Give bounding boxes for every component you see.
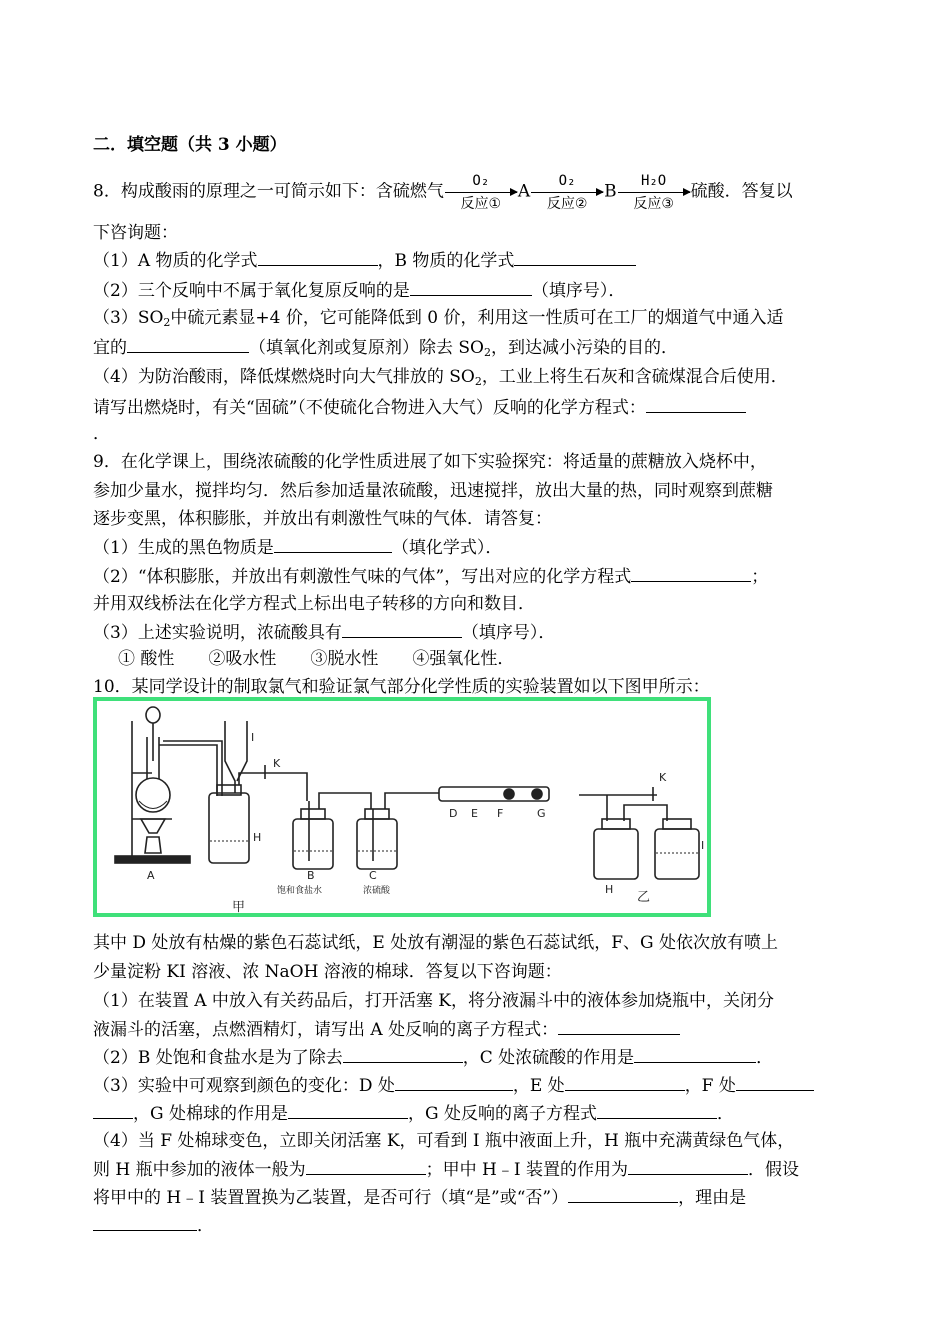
label-k-2: K [659,771,667,784]
bottle-b-stopper [301,809,325,819]
q8-part3-text-b: 中硫元素显+4 价，它可能降低到 0 价，利用这一性质可在工厂的烟道气中通入适 [170,308,784,328]
q10-part4-text-e: 将甲中的 H﹣I 装置置换为乙装置，是否可行（填“是”或“否”） [93,1188,569,1208]
q10-part4-text-b: 则 H 瓶中参加的液体一般为 [93,1160,306,1180]
label-k: K [273,757,281,770]
q9-part3-text: （3）上述实验说明，浓硫酸具有 [93,623,342,643]
label-g: G [537,807,546,820]
q10-part3-text-e: ，G 处反响的离子方程式 [407,1104,597,1124]
q8-part3-text: （3）SO [93,308,164,328]
answer-blank[interactable] [514,249,636,266]
q10-part4-end: ． [197,1216,214,1236]
q9-part2-semicolon: ； [751,567,769,587]
answer-blank[interactable] [343,1046,463,1063]
q10-part2-text: （2）B 处饱和食盐水是为了除去 [93,1048,343,1068]
q9-part3-hint: （填序号）． [461,623,556,643]
round-flask [136,778,170,812]
answer-blank[interactable] [127,336,249,353]
gauze [141,819,165,833]
answer-blank[interactable] [306,1158,426,1175]
delivery-tube [163,741,222,796]
reaction-label-2: 反应② [546,196,588,212]
answer-blank[interactable] [558,1018,680,1035]
connecting-tube [385,793,439,809]
answer-blank[interactable] [736,1074,814,1091]
q9-part2-text: （2）“体积膨胀，并放出有刺激性气味的气体”，写出对应的化学方程式 [93,567,632,587]
section-title: 二．填空题（共 3 小题） [93,135,287,155]
connecting-tube [319,793,371,809]
subscript: 2 [484,346,491,359]
label-d: D [449,807,458,820]
q8-stem-end: 硫酸．答复以 [690,181,793,202]
q8-part2-text: （2）三个反响中不属于氧化复原反响的是 [93,281,410,301]
q9-part2-cont: 并用双线桥法在化学方程式上标出电子转移的方向和数目． [93,594,535,614]
q10-stem: 10．某同学设计的制取氯气和验证氯气部分化学性质的实验装置如以下图甲所示： [93,677,710,697]
delivery-tube [159,745,217,796]
answer-blank[interactable] [395,1074,513,1091]
label-yi: 乙 [637,890,651,905]
q8-part1 [93,249,636,272]
bottle-b [293,819,333,869]
q8-part4-line1 [93,366,788,388]
answer-blank[interactable] [410,279,532,296]
q8-part4-end: ． [93,424,110,444]
q9-part2 [93,565,768,588]
q10-part2-end: ． [756,1048,774,1068]
substance-b: B [604,181,617,202]
q9-options: ① 酸性 ②吸水性 ③脱水性 ④强氧化性． [118,649,515,669]
alcohol-lamp [145,837,161,853]
q9-stem-line2: 参加少量水，搅拌均匀．然后参加适量浓硫酸，迅速搅拌，放出大量的热，同时观察到蔗糖 [93,481,773,501]
q10-part3-text-d: ，G 处棉球的作用是 [133,1104,288,1124]
answer-blank[interactable] [342,621,462,638]
q10-part4-text-c: ；甲中 H﹣I 装置的作用为 [425,1160,628,1180]
q8-part2 [93,279,625,302]
label-h: H [253,831,262,844]
q10-part4-line1: （4）当 F 处棉球变色，立即关闭活塞 K，可看到 I 瓶中液面上升，H 瓶中充满黄绿色气体， [93,1131,795,1151]
answer-blank[interactable] [93,1102,133,1119]
funnel-i [225,721,235,793]
bottle-c [357,819,397,869]
q10-part3-line1 [93,1074,814,1097]
separatory-funnel [146,707,160,723]
apparatus-diagram [97,701,707,913]
q10-part3-text-c: ，F 处 [684,1076,736,1096]
q9-part1-text: （1）生成的黑色物质是 [93,538,274,558]
reaction-label-1: 反应① [460,196,502,212]
stand-base [115,856,190,863]
label-i-2: I [701,839,705,852]
reaction-arrow-2 [531,172,603,212]
q8-part3-line2 [93,336,678,359]
q10-part3-line2 [93,1102,734,1125]
label-jia: 甲 [232,900,246,913]
label-i: I [251,731,255,744]
q10-part4-line2 [93,1158,799,1181]
q8-part1-text-b: ，B 物质的化学式 [377,251,515,271]
q10-part2 [93,1046,773,1069]
q10-part4-text-f: ，理由是 [678,1188,747,1208]
q10-part4-line4 [93,1214,214,1237]
q8-part3-line1 [93,307,784,329]
cotton-ball-g [532,789,542,799]
q10-part4-line3 [93,1186,746,1209]
q8-part4-line2 [93,396,746,419]
q10-part4-text-d: ．假设 [748,1160,799,1180]
bottle-h [209,793,249,863]
label-f: F [497,807,504,820]
reagent-o2-1: O₂ [472,173,490,189]
apparatus-figure [93,697,711,917]
q9-part3 [93,621,555,644]
q8-part3-text-e: ，到达减小污染的目的． [491,338,678,358]
answer-blank[interactable] [631,565,751,582]
q8-part2-hint: （填序号）． [531,281,626,301]
q10-part1-text: 液漏斗的活塞，点燃酒精灯，请写出 A 处反响的离子方程式： [93,1020,559,1040]
q10-part3-text-b: ，E 处 [512,1076,565,1096]
label-a: A [147,869,155,882]
flask-liquid [139,801,167,809]
bottle-h-2 [594,829,638,879]
bottle-i-2 [655,829,699,879]
label-brine: 饱和食盐水 [277,886,323,896]
answer-blank[interactable] [568,1186,678,1203]
q10-part1-line2 [93,1018,680,1041]
cotton-ball-f [504,789,514,799]
q10-part2-text-b: ，C 处浓硫酸的作用是 [462,1048,635,1068]
q10-desc-line2: 少量淀粉 KI 溶液、浓 NaOH 溶液的棉球．答复以下咨询题： [93,962,562,982]
q8-part3-text-d: （填氧化剂或复原剂）除去 SO [249,338,484,358]
q8-part3-text-c: 宜的 [93,338,127,358]
q10-part3-text: （3）实验中可观察到颜色的变化：D 处 [93,1076,395,1096]
q8-stem-start: 8．构成酸雨的原理之一可简示如下：含硫燃气 [93,181,444,202]
q8-stem-line [93,172,793,212]
answer-blank[interactable] [288,1102,408,1119]
reagent-h2o: H₂O [640,173,667,189]
answer-blank[interactable] [274,536,392,553]
answer-blank[interactable] [646,396,746,413]
answer-blank[interactable] [93,1214,197,1231]
bottle-c-stopper [365,809,389,819]
q8-stem-cont: 下咨询题： [93,223,178,243]
q9-stem-line3: 逐步变黑，体积膨胀，并放出有刺激性气味的气体．请答复： [93,509,552,529]
answer-blank[interactable] [628,1158,748,1175]
label-h-2: H [605,883,614,896]
label-b: B [307,869,315,882]
q10-desc-line1: 其中 D 处放有枯燥的紫色石蕊试纸，E 处放有潮湿的紫色石蕊试纸，F、G 处依次放有喷上 [93,933,779,953]
reaction-arrow-1 [445,172,517,212]
q8-part4-text-b: ，工业上将生石灰和含硫煤混合后使用． [481,367,788,387]
substance-a: A [517,181,531,202]
answer-blank[interactable] [258,249,378,266]
q9-part1-hint: （填化学式）． [391,538,503,558]
q10-part1-line1: （1）在装置 A 中放入有关药品后，打开活塞 K，将分液漏斗中的液体参加烧瓶中，关闭分 [93,991,775,1011]
q8-part4-text: （4）为防治酸雨，降低煤燃烧时向大气排放的 SO [93,367,475,387]
reagent-o2-2: O₂ [558,173,576,189]
reaction-arrow-3 [618,172,690,212]
subscript: 2 [474,375,482,388]
answer-blank[interactable] [565,1074,685,1091]
q8-part1-text: （1）A 物质的化学式 [93,251,258,271]
label-e: E [471,807,478,820]
label-c: C [369,869,377,882]
answer-blank[interactable] [597,1102,717,1119]
reaction-label-3: 反应③ [633,196,674,212]
q9-stem-line1: 9．在化学课上，围绕浓硫酸的化学性质进展了如下实验探究：将适量的蔗糖放入烧杯中， [93,452,767,472]
subscript: 2 [163,316,171,329]
q9-part1 [93,536,502,559]
q8-part4-text-c: 请写出燃烧时，有关“固硫”（不使硫化合物进入大气）反响的化学方程式： [93,398,646,418]
funnel-i [237,721,247,781]
q10-part3-end: ． [716,1104,734,1124]
label-conc-h2so4: 浓硫酸 [363,886,391,896]
answer-blank[interactable] [634,1046,756,1063]
